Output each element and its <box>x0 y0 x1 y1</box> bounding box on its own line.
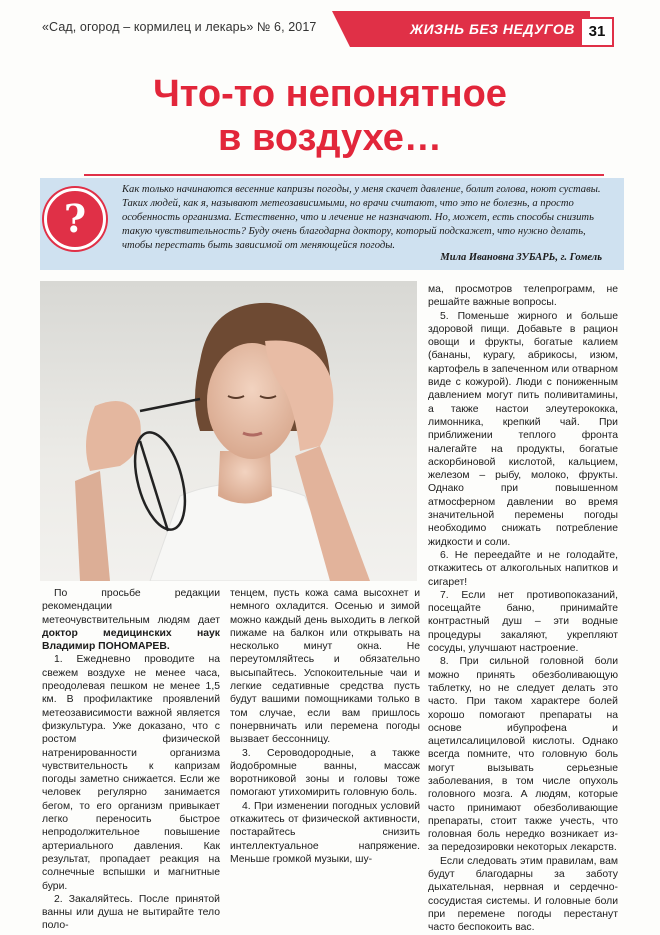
intro-paragraph <box>42 587 220 653</box>
paragraph: 3. Сероводородные, а также йодобромные ванны, массаж воротниковой зоны и головы тоже помогают утихомирить головную боль. <box>230 747 420 799</box>
woman-with-headache-photo <box>40 281 417 581</box>
title-line-1: Что-то непонятное <box>153 73 507 115</box>
intro-text: По просьбе редакции рекомендации метеочувствительным людям дает <box>42 588 220 626</box>
reader-signature: Мила Ивановна ЗУБАРЬ, г. Гомель <box>440 252 602 263</box>
article-title <box>0 72 660 160</box>
paragraph: 6. Не переедайте и не голодайте, откажитесь от алкогольных напитков и сигарет! <box>428 549 618 588</box>
publication-header: «Сад, огород – кормилец и лекарь» № 6, 2017 <box>42 20 317 34</box>
page-number: 31 <box>580 17 614 47</box>
question-rule <box>84 174 604 176</box>
column-right <box>428 283 618 935</box>
paragraph: 1. Ежедневно проводите на свежем воздухе не менее часа, преодолевая пешком не менее 1,5 км. В профилактике проявлений метеозависимости важной является физкультура. Уже доказано, что с ростом физической натренированности организма чувствительность к капризам погоды заметно снижается. Если же человек регулярно занимается бегом, то его организм привыкает легко переносить быстрое непродолжительное повышение артериального давления. Как результат, пропадает реакция на солнечные вспышки и магнитные бури. <box>42 654 220 892</box>
rubric-title: ЖИЗНЬ БЕЗ НЕДУГОВ <box>410 21 575 37</box>
paragraph: тенцем, пусть кожа сама высохнет и немного охладится. Осенью и зимой можно каждый день выходить в легкой пижаме на балкон или открывать на несколько минут окна. Не переутомляйтесь и обязательно высыпайтесь. Успокоительные чаи и легкие седативные средства пусть будут вашими помощниками только в том случае, если вам пришлось понервничать или перемена погоды вызвает бессонницу. <box>230 588 420 746</box>
paragraph: 2. Закаляйтесь. После принятой ванны или душа не вытирайте тело поло- <box>42 893 220 932</box>
title-line-2: в воздухе… <box>218 117 442 159</box>
paragraph: 7. Если нет противопоказаний, посещайте баню, принимайте контрастный душ – эти водные процедуры закаляют, укрепляют сосуды, улучшают настроение. <box>428 589 618 655</box>
reader-letter: Как только начинаются весенние капризы погоды, у меня скачет давление, болит голова, ноют суставы. Таких людей, как я, называют метеозависимыми, но врачи считают, что это не болезнь, а просто особенность организма. Естественно, что и лечение не назначают. Но, может, есть способы снизить такую чувствительность? Буду очень благодарна доктору, который подскажет, что нужно делать, чтобы перестать быть зависимой от меняющейся погоды. <box>122 184 601 251</box>
question-mark-icon: ? <box>44 188 106 250</box>
photo-illustration <box>40 281 417 581</box>
column-left <box>42 587 220 933</box>
doctor-name: доктор медицинских наук Владимир ПОНОМАРЕВ. <box>42 627 220 653</box>
column-middle <box>230 587 420 866</box>
paragraph: ма, просмотров телепрограмм, не решайте важные вопросы. <box>428 284 618 309</box>
paragraph: 4. При изменении погодных условий откажитесь от физической активности, постарайтесь снизить интеллектуальное напряжение. Меньше громкой музыки, шу- <box>230 800 420 865</box>
paragraph: 8. При сильной головной боли можно принять обезболивающую таблетку, но не следует делать это часто. При таком характере болей хорошо помогают препараты на основе ибупрофена и ацетилсалициловой кислоты. Однако всегда помните, что головную боль могут вызывать серьезные заболевания, в том числе опухоль головного мозга. А людям, которые часто принимают обезболивающие препараты, стоит также учесть, что головная боль нередко возникает из-за передозировки некоторых лекарств. <box>428 656 618 854</box>
paragraph: 5. Поменьше жирного и больше здоровой пищи. Добавьте в рацион овощи и фрукты, богатые калием (бананы, курагу, абрикосы, изюм, картофель в запеченном или отварном виде с кожурой). Люди с пониженным давлением могут пить поливитамины, а также настои элеутерококка, лимонника, крепкий чай. При приближении теплого фронта налегайте на продукты, богатые аскорбиновой кислотой, кальцием, железом – рыбу, молоко, фрукты. Однако при повышенном атмосферном давлении во время значительной перемены погоды необходимо снижать потребление жидкости и соли. <box>428 310 618 548</box>
paragraph: Если следовать этим правилам, вам будут благодарны за заботу дыхательная, нервная и сердечно-сосудистая системы. И головные боли при перемене погоды перестанут часто беспокоить вас. <box>428 855 618 934</box>
